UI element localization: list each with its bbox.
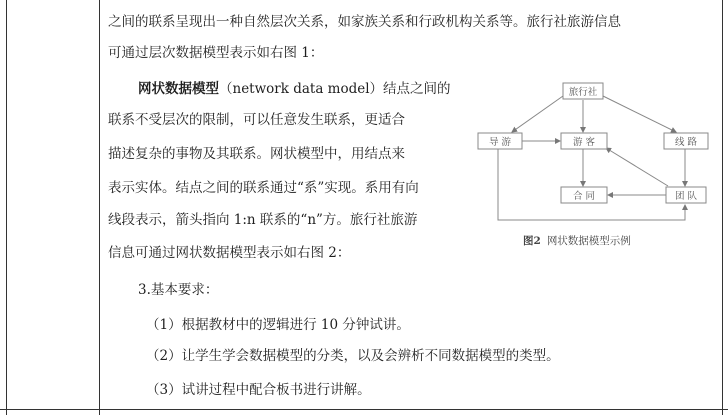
requirements-heading: 3.基本要求： (138, 282, 219, 298)
figure-caption-text: 网状数据模型示例 (546, 235, 631, 247)
requirement-item-2: （2）让学生学会数据模型的分类，以及会辨析不同数据模型的类型。 (146, 348, 560, 364)
edge-guide-group (498, 149, 685, 220)
paragraph2-line1 (138, 80, 451, 98)
node-guide-label: 导 游 (488, 137, 512, 148)
node-group-label: 团 队 (674, 191, 698, 202)
node-route-label: 线 路 (674, 137, 698, 148)
figure-caption-label: 图2 (523, 235, 541, 247)
edge-group-tourist (606, 148, 668, 186)
paragraph2-line3: 描述复杂的事物及其联系。网状模型中，用结点来 (108, 146, 405, 162)
paragraph1-line1: 之间的联系呈现出一种自然层次关系，如家族关系和行政机构关系等。旅行社旅游信息 (108, 14, 621, 30)
network-model-term: 网状数据模型 (138, 81, 219, 97)
paragraph2-line2: 联系不受层次的限制，可以任意发生联系，更适合 (108, 112, 405, 128)
paragraph2-line5: 线段表示，箭头指向 1:n 联系的“n”方。旅行社旅游 (108, 212, 418, 228)
edge-agency-guide (512, 96, 563, 132)
requirement-item-1: （1）根据教材中的逻辑进行 10 分钟试讲。 (146, 317, 410, 333)
table-column-divider (99, 0, 100, 415)
paragraph2-line4: 表示实体。结点之间的联系通过“系”实现。系用有向 (108, 180, 419, 196)
paragraph2-line1-rest: （network data model）结点之间的 (219, 81, 451, 97)
paragraph2-line6: 信息可通过网状数据模型表示如右图 2： (108, 245, 351, 261)
requirement-item-3: （3）试讲过程中配合板书进行讲解。 (146, 382, 371, 398)
table-border-left (6, 0, 7, 415)
figure-caption (523, 233, 631, 248)
table-border-right (722, 0, 723, 415)
node-contract-label: 合 同 (572, 191, 596, 202)
node-agency-label: 旅行社 (568, 87, 598, 98)
paragraph1-line2: 可通过层次数据模型表示如右图 1： (108, 45, 324, 61)
node-tourist-label: 游 客 (572, 137, 596, 148)
edge-agency-route (603, 96, 676, 132)
table-row-divider (0, 409, 728, 410)
